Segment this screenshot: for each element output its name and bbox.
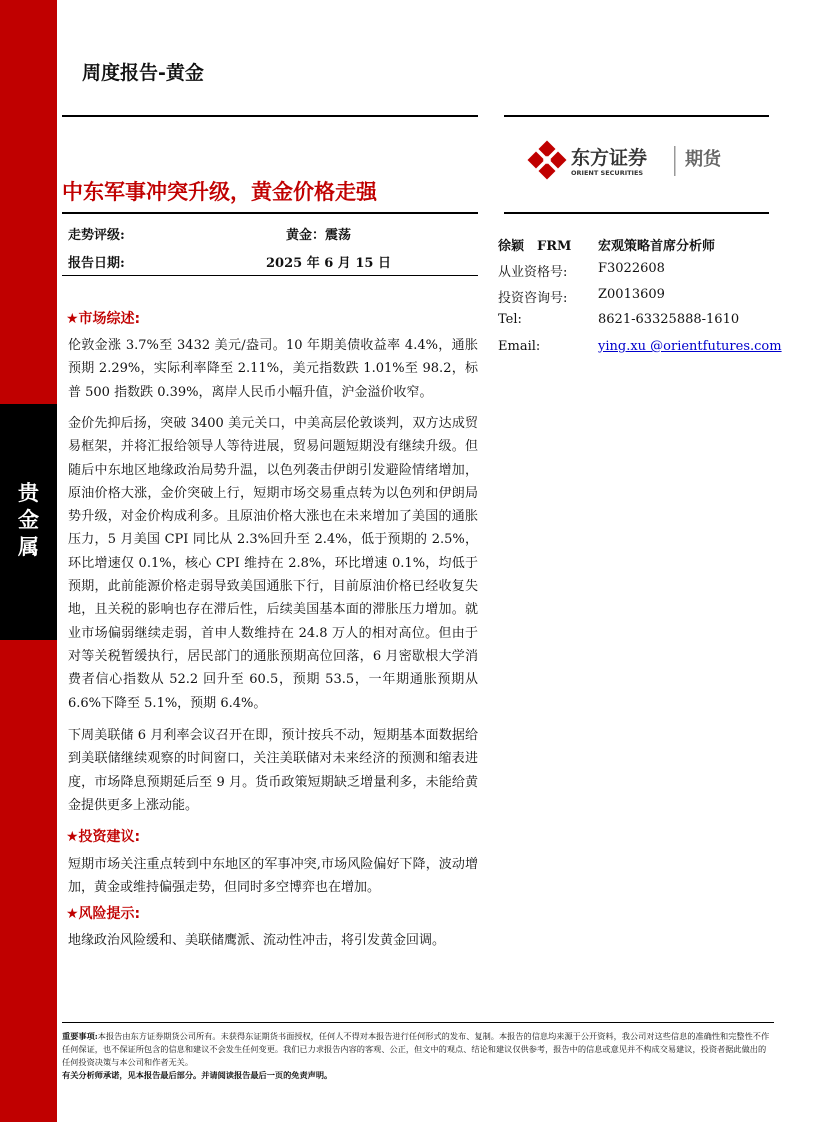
- report-type: 周度报告-黄金: [82, 62, 204, 84]
- analyst-position: 宏观策略首席分析师: [598, 239, 716, 254]
- header-rule-left: [62, 115, 478, 117]
- disclaimer: [62, 1030, 774, 1082]
- analyst-email-link[interactable]: ying.xu @orientfutures.com: [598, 339, 782, 354]
- analyst-value-1: F3022608: [598, 261, 665, 276]
- disclaimer-label: 重要事项:: [62, 1031, 98, 1041]
- sidebar-char-2: 金: [18, 508, 39, 532]
- analyst-label-1: 从业资格号:: [498, 265, 568, 280]
- company-logo: [527, 140, 767, 182]
- sidebar-red-top: [0, 0, 57, 404]
- rating-label: 走势评级:: [68, 228, 125, 243]
- market-summary-paragraph-3: 下周美联储 6 月利率会议召开在即，预计按兵不动，短期基本面数据给到美联储继续观察的时间窗口，关注美联储对未来经济的预测和缩表进度，市场降息预期延后至 9 月。货币政策短期缺乏增量利多，未能给黄金提供更多上涨动能。: [68, 728, 478, 813]
- title-rule-left: [62, 212, 478, 214]
- analyst-label-3: Tel:: [498, 312, 522, 327]
- investment-advice-paragraph: 短期市场关注重点转到中东地区的军事冲突,市场风险偏好下降，波动增加，黄金或维持偏强走势，但同时多空博弈也在增加。: [68, 857, 478, 896]
- header-rule-right: [504, 115, 769, 117]
- analyst-value-3: 8621-63325888-1610: [598, 312, 740, 327]
- risk-warning-heading: ★风险提示:: [66, 906, 141, 922]
- logo-division: 期货: [685, 149, 721, 170]
- risk-warning-paragraph: 地缘政治风险缓和、美联储鹰派、流动性冲击，将引发黄金回调。: [68, 933, 446, 948]
- date-label: 报告日期:: [68, 256, 125, 271]
- disclaimer-footer-note: 有关分析师承诺，见本报告最后部分。并请阅读报告最后一页的免责声明。: [62, 1070, 333, 1080]
- analyst-label-4: Email:: [498, 339, 541, 354]
- title-rule-right: [504, 212, 769, 214]
- sidebar-category-label: [0, 480, 57, 561]
- logo-brand-cn: 东方证券: [571, 147, 648, 169]
- disclaimer-rule: [62, 1022, 774, 1023]
- market-summary-paragraph-1: 伦敦金涨 3.7%至 3432 美元/盎司。10 年期美债收益率 4.4%，通胀预期 2.29%，实际利率降至 2.11%，美元指数跌 1.01%至 98.2，标普 500 指数跌 0.39%，离岸人民币小幅升值，沪金溢价收窄。: [68, 338, 478, 400]
- investment-advice-heading: ★投资建议:: [66, 829, 141, 845]
- sidebar-char-3: 属: [18, 535, 39, 559]
- analyst-name: 徐颖 FRM: [498, 239, 572, 254]
- meta-rule: [62, 275, 478, 276]
- sidebar-red-bottom: [0, 640, 57, 1122]
- disclaimer-text: 本报告由东方证券期货公司所有。未获得东证期货书面授权，任何人不得对本报告进行任何形式的发布、复制。本报告的信息均来源于公开资料，我公司对这些信息的准确性和完整性不作任何保证，也不保证所包含的信息和建议不会发生任何变更。我们已力求报告内容的客观、公正，但文中的观点、结论和建议仅供参考，报告中的信息或意见并不构成交易建议，投资者据此做出的任何投资决策与本公司和作者无关。: [62, 1031, 770, 1067]
- logo-brand-en: ORIENT SECURITIES: [571, 169, 644, 177]
- analyst-label-2: 投资咨询号:: [498, 291, 568, 306]
- rating-value: 黄金：震荡: [286, 228, 352, 243]
- market-summary-heading: ★市场综述:: [66, 311, 141, 327]
- report-title: 中东军事冲突升级，黄金价格走强: [62, 180, 377, 204]
- logo-mark-icon: [527, 140, 767, 182]
- analyst-value-2: Z0013609: [598, 287, 665, 302]
- market-summary-paragraph-2: 金价先抑后扬，突破 3400 美元关口，中美高层伦敦谈判，双方达成贸易框架，并将汇报给领导人等待进展，贸易问题短期没有继续升级。但随后中东地区地缘政治局势升温，以色列袭击伊朗引发避险情绪增加，原油价格大涨，金价突破上行，短期市场交易重点转为以色列和伊朗局势升级，对金价构成利多。且原油价格大涨也在未来增加了美国的通胀压力，5 月美国 CPI 同比从 2.3%回升至 2.4%，低于预期的 2.5%，环比增速仅 0.1%，核心 CPI 维持在 2.8%，环比增速 0.1%，均低于预期，此前能源价格走弱导致美国通胀下行，目前原油价格已经收复失地，且关税的影响也存在滞后性，后续美国基本面的滞胀压力增加。就业市场偏弱继续走弱，首申人数维持在 24.8 万人的相对高位。但由于对等关税暂缓执行，居民部门的通胀预期高位回落，6 月密歇根大学消费者信心指数从 52.2 回升至 60.5，预期 53.5，一年期通胀预期从 6.6%下降至 5.1%，预期 6.4%。: [68, 416, 478, 711]
- date-value: 2025 年 6 月 15 日: [266, 256, 391, 271]
- sidebar-char-1: 贵: [18, 481, 39, 505]
